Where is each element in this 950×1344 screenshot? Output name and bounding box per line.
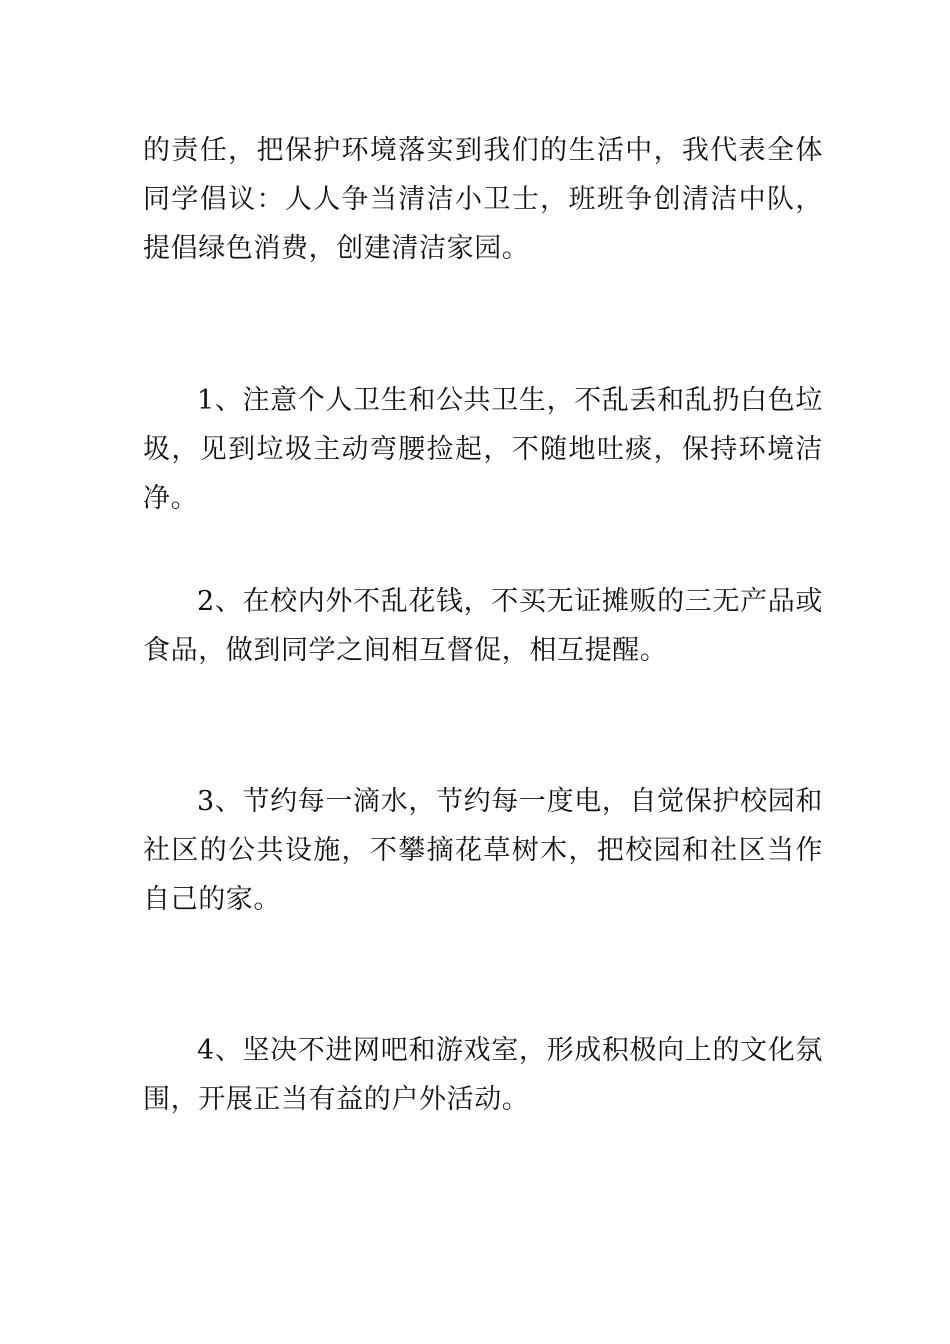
- paragraph-intro-continuation: 的责任，把保护环境落实到我们的生活中，我代表全体同学倡议：人人争当清洁小卫士，班班争创清洁中队，提倡绿色消费，创建清洁家园。: [143, 135, 823, 264]
- paragraph-item-1: 1、注意个人卫生和公共卫生，不乱丢和乱扔白色垃圾，见到垃圾主动弯腰捡起，不随地吐痰，保持环境洁净。: [143, 385, 823, 514]
- paragraph-item-3: 3、节约每一滴水，节约每一度电，自觉保护校园和社区的公共设施，不攀摘花草树木，把校园和社区当作自己的家。: [143, 786, 823, 915]
- paragraph-item-4: 4、坚决不进网吧和游戏室，形成积极向上的文化氛围，开展正当有益的户外活动。: [143, 1035, 823, 1115]
- paragraph-item-2: 2、在校内外不乱花钱，不买无证摊贩的三无产品或食品，做到同学之间相互督促，相互提醒。: [143, 586, 823, 666]
